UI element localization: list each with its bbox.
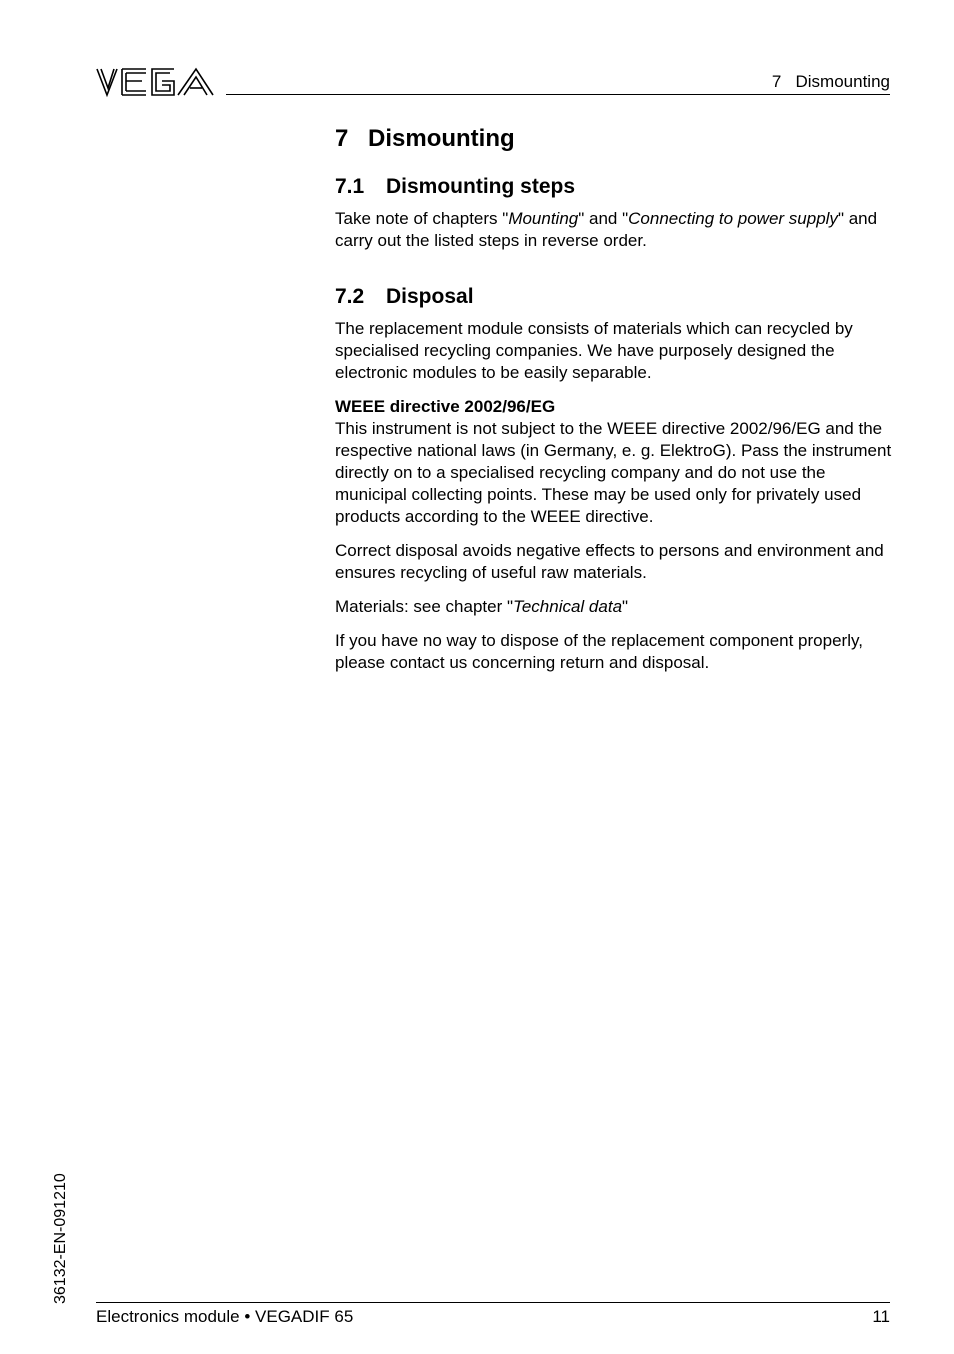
contact-paragraph: If you have no way to dispose of the replacement component properly, please contact us concerning return and disposal. [335, 631, 863, 672]
dismounting-steps-paragraph: Take note of chapters "Mounting" and "Connecting to power supply" and carry out the listed steps in reverse order. [335, 209, 878, 250]
footer-rule [96, 1302, 890, 1303]
section-heading-dismounting-steps [335, 172, 895, 202]
chapter-reference-connecting: Connecting to power supply [628, 209, 838, 228]
vega-logo [96, 66, 214, 98]
correct-disposal-paragraph: Correct disposal avoids negative effects to persons and environment and ensures recycling of useful raw materials. [335, 541, 884, 582]
header-rule [226, 94, 890, 95]
running-header-chapter: 7 Dismounting [771, 72, 890, 91]
page-content [335, 120, 895, 674]
weee-paragraph: This instrument is not subject to the WEEE directive 2002/96/EG and the respective national laws (in Germany, e. g. ElektroG). Pass the instrument directly on to a specialised recycling company and do not use the municipal collecting points. These may be used only for privately used products according to the WEEE directive. [335, 419, 892, 526]
page-number: 11 [872, 1307, 890, 1326]
section-title: Dismounting steps [386, 175, 576, 198]
chapter-reference-technical-data: Technical data [513, 597, 623, 616]
chapter-number: 7 [335, 125, 349, 152]
materials-paragraph: Materials: see chapter "Technical data" [335, 597, 629, 616]
section-number: 7.2 [335, 285, 365, 308]
chapter-heading [335, 120, 895, 156]
section-heading-disposal [335, 282, 895, 312]
footer-product: Electronics module • VEGADIF 65 [96, 1307, 354, 1326]
weee-heading: WEEE directive 2002/96/EG [335, 397, 556, 416]
chapter-title: Dismounting [368, 125, 515, 152]
section-title: Disposal [386, 285, 474, 308]
chapter-reference-mounting: Mounting [508, 209, 579, 228]
document-code: 36132-EN-091210 [52, 1173, 69, 1304]
disposal-paragraph: The replacement module consists of materials which can recycled by specialised recycling companies. We have purposely designed the electronic modules to be easily separable. [335, 319, 853, 382]
section-number: 7.1 [335, 175, 365, 198]
